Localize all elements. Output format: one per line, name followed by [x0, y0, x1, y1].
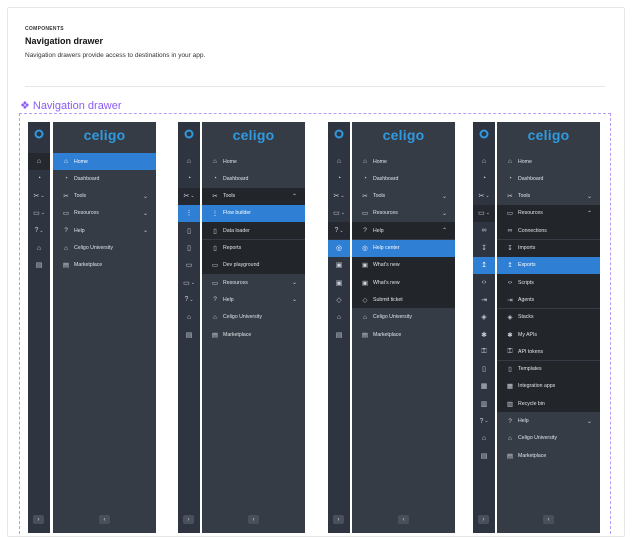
rail-item[interactable] — [473, 378, 495, 395]
drawer-item-label: Scripts — [518, 279, 534, 286]
chevron-down-icon[interactable]: ⌄ — [291, 280, 297, 287]
flow-builder-icon: ⋮ — [185, 210, 193, 218]
rail-item[interactable] — [473, 413, 495, 430]
chevron-right-icon: › — [482, 516, 485, 523]
drawer-item-label: Recycle bin — [518, 400, 545, 407]
navigation-drawer — [497, 122, 600, 533]
rail-item[interactable] — [328, 170, 350, 187]
drawer-item[interactable] — [202, 291, 305, 308]
drawer-item[interactable] — [352, 240, 455, 257]
drawer-item-label: Dev playground — [223, 262, 260, 269]
drawer-item-label: Home — [223, 158, 237, 165]
rail-item[interactable] — [473, 326, 495, 343]
agents-icon: ⇥ — [481, 296, 487, 304]
drawer-item-label: API tokens — [518, 348, 544, 355]
nav-rail — [28, 122, 50, 533]
drawer-item[interactable] — [352, 205, 455, 222]
drawer-item[interactable] — [352, 170, 455, 187]
help-icon: ? — [334, 227, 339, 235]
chevron-down-icon[interactable]: ⌄ — [142, 193, 148, 200]
rail-item[interactable] — [473, 153, 495, 170]
home-icon: ⌂ — [363, 158, 367, 165]
rail-item[interactable] — [178, 153, 200, 170]
rail-item[interactable] — [473, 170, 495, 187]
drawer-item-label: Templates — [518, 366, 542, 373]
drawer-item-label: Resources — [518, 210, 543, 217]
drawer-item-label: Marketplace — [223, 331, 252, 338]
rail-item[interactable] — [473, 430, 495, 447]
dev-playground-icon: ▭ — [211, 262, 219, 270]
chevron-down-icon[interactable]: ⌄ — [441, 193, 447, 200]
drawer-item[interactable] — [497, 240, 600, 257]
university-icon: ⌂ — [64, 244, 68, 252]
dashboard-icon: ◔ — [64, 175, 68, 183]
templates-icon: ▯ — [508, 366, 512, 374]
drawer-item[interactable] — [497, 309, 600, 326]
chevron-left-icon: ‹ — [252, 516, 255, 523]
rail-item[interactable] — [473, 343, 495, 360]
university-icon: ⌂ — [213, 313, 217, 321]
drawer-item-label: Help — [74, 227, 85, 234]
rail-item[interactable] — [473, 361, 495, 378]
whats-new-icon: ▣ — [361, 279, 369, 287]
submit-ticket-icon: ◇ — [336, 296, 342, 304]
chevron-down-icon: ⌄ — [340, 193, 345, 200]
reports-icon: ▯ — [187, 245, 191, 252]
dashboard-icon: ◔ — [363, 175, 367, 183]
whats-new-icon: ▣ — [361, 262, 369, 270]
drawer-item[interactable] — [497, 326, 600, 343]
tools-icon: ✂ — [63, 193, 69, 201]
rail-item[interactable] — [178, 240, 200, 257]
recycle-bin-icon: ▥ — [506, 400, 514, 408]
drawer-item[interactable] — [497, 153, 600, 170]
brand-logo[interactable]: celigo — [527, 127, 570, 143]
chevron-left-icon: ‹ — [402, 516, 405, 523]
drawer-item-label: Data loader — [223, 227, 250, 234]
component-diamond-icon: ❖ — [20, 100, 30, 112]
university-icon: ⌂ — [186, 313, 192, 321]
drawer-item-label: Home — [518, 158, 532, 165]
home-icon: ⌂ — [186, 158, 192, 165]
drawer-item[interactable] — [352, 153, 455, 170]
drawer-item[interactable] — [202, 240, 305, 257]
expand-rail-button[interactable] — [33, 515, 44, 524]
home-icon: ⌂ — [36, 158, 42, 165]
navigation-drawer — [53, 122, 156, 533]
drawer-item-label: Tools — [373, 193, 386, 200]
drawer-item[interactable] — [497, 361, 600, 378]
drawer-item[interactable] — [497, 257, 600, 274]
collapse-drawer-button[interactable] — [398, 515, 409, 524]
my-apis-icon: ✱ — [507, 331, 513, 339]
help-center-icon: ◎ — [362, 245, 368, 252]
drawer-item[interactable] — [202, 170, 305, 187]
tools-icon: ✂ — [183, 193, 190, 201]
chevron-down-icon: ⌄ — [40, 210, 45, 217]
rail-item[interactable] — [328, 153, 350, 170]
drawer-item[interactable] — [352, 309, 455, 326]
imports-icon: ↧ — [507, 245, 513, 252]
drawer-item-label: Home — [373, 158, 387, 165]
university-icon: ⌂ — [336, 313, 342, 321]
drawer-item-label: Reports — [223, 245, 242, 251]
collapse-drawer-button[interactable] — [543, 515, 554, 524]
help-icon: ? — [479, 417, 484, 425]
drawer-item[interactable] — [352, 274, 455, 291]
stacks-icon: ◈ — [507, 314, 513, 322]
marketplace-icon: ▤ — [361, 331, 369, 339]
rail-item[interactable] — [328, 205, 350, 222]
rail-item[interactable] — [473, 291, 495, 308]
collapse-drawer-button[interactable] — [248, 515, 259, 524]
drawer-item[interactable] — [497, 205, 600, 222]
stacks-icon: ◈ — [481, 314, 487, 322]
resources-icon: ▭ — [361, 210, 369, 218]
expand-rail-button[interactable] — [183, 515, 194, 524]
help-icon: ? — [213, 296, 217, 304]
drawer-item[interactable] — [497, 188, 600, 205]
drawer-item[interactable] — [497, 395, 600, 412]
dashboard-icon: ◔ — [336, 175, 342, 183]
dev-playground-icon: ▭ — [185, 262, 193, 270]
drawer-item[interactable] — [352, 222, 455, 239]
api-tokens-icon: ⚿ — [507, 347, 513, 355]
help-center-icon: ◎ — [335, 245, 343, 252]
rail-item[interactable] — [178, 309, 200, 326]
drawer-item[interactable] — [202, 309, 305, 326]
drawer-item-label: What's new — [373, 262, 400, 269]
rail-item[interactable] — [178, 222, 200, 239]
scripts-icon: ‹› — [481, 279, 487, 287]
tools-icon: ✂ — [212, 193, 218, 201]
tools-icon: ✂ — [478, 193, 485, 201]
navigation-drawer — [202, 122, 305, 533]
drawer-item-label: Celigo University — [518, 435, 557, 442]
connections-icon: ∞ — [481, 227, 487, 235]
resources-icon: ▭ — [62, 210, 70, 218]
drawer-item[interactable] — [202, 222, 305, 239]
exports-icon: ↥ — [481, 262, 487, 270]
drawer-item[interactable] — [497, 222, 600, 239]
rail-item[interactable] — [328, 257, 350, 274]
drawer-item-label: Stacks — [518, 314, 534, 321]
expand-rail-button[interactable] — [333, 515, 344, 524]
resources-icon: ▭ — [33, 210, 40, 218]
home-icon: ⌂ — [481, 158, 487, 165]
marketplace-icon: ▤ — [185, 331, 193, 339]
drawer-item-label: Submit ticket — [373, 296, 403, 303]
chevron-down-icon[interactable]: ⌄ — [586, 418, 592, 425]
whats-new-icon: ▣ — [335, 279, 343, 287]
nav-rail — [473, 122, 495, 533]
rail-item[interactable] — [178, 188, 200, 205]
integration-apps-icon: ▦ — [480, 383, 488, 391]
drawer-item[interactable] — [497, 447, 600, 464]
chevron-down-icon: ⌄ — [485, 193, 490, 200]
rail-item[interactable] — [178, 291, 200, 308]
drawer-item-label: Resources — [223, 279, 248, 286]
data-loader-icon: ▯ — [187, 227, 191, 235]
dashboard-icon: ◔ — [186, 175, 192, 183]
overline: COMPONENTS — [25, 26, 64, 32]
rail-item[interactable] — [473, 188, 495, 205]
marketplace-icon: ▤ — [211, 331, 219, 339]
resources-icon: ▭ — [183, 279, 190, 287]
drawer-item-label: Help center — [373, 245, 400, 251]
chevron-down-icon[interactable]: ⌄ — [441, 210, 447, 217]
drawer-item-label: Connections — [518, 227, 547, 234]
agents-icon: ⇥ — [507, 296, 513, 304]
drawer-item[interactable] — [202, 326, 305, 343]
recycle-bin-icon: ▥ — [480, 400, 488, 408]
data-loader-icon: ▯ — [213, 227, 217, 235]
drawer-item[interactable] — [497, 170, 600, 187]
drawer-item[interactable] — [53, 240, 156, 257]
chevron-down-icon: ⌄ — [189, 296, 194, 303]
resources-icon: ▭ — [211, 279, 219, 287]
home-icon: ⌂ — [336, 158, 342, 165]
rail-item[interactable] — [473, 274, 495, 291]
brand-logo[interactable]: celigo — [232, 127, 275, 143]
nav-rail — [178, 122, 200, 533]
drawer-item-label: What's new — [373, 279, 400, 286]
drawer-item[interactable] — [202, 205, 305, 222]
rail-item[interactable] — [178, 257, 200, 274]
chevron-left-icon: ‹ — [547, 516, 550, 523]
rail-item[interactable] — [473, 447, 495, 464]
chevron-up-icon[interactable]: ⌃ — [441, 228, 447, 235]
chevron-down-icon: ⌄ — [190, 193, 195, 200]
tools-icon: ✂ — [33, 193, 40, 201]
drawer-item-label: Celigo University — [74, 245, 113, 251]
rail-item[interactable] — [328, 188, 350, 205]
drawer-item[interactable] — [352, 291, 455, 308]
chevron-left-icon: ‹ — [103, 516, 106, 523]
chevron-down-icon: ⌄ — [485, 210, 490, 217]
tools-icon: ✂ — [362, 193, 368, 201]
rail-item[interactable] — [473, 257, 495, 274]
drawer-item[interactable] — [202, 188, 305, 205]
chevron-down-icon: ⌄ — [40, 193, 45, 200]
drawer-item-label: Marketplace — [518, 452, 547, 459]
drawer-item[interactable] — [53, 205, 156, 222]
marketplace-icon: ▤ — [506, 452, 514, 460]
drawer-item-label: Imports — [518, 245, 536, 251]
rail-item[interactable] — [28, 170, 50, 187]
drawer-item[interactable] — [352, 257, 455, 274]
drawer-item-label: Marketplace — [74, 262, 103, 269]
resources-icon: ▭ — [506, 210, 514, 218]
navigation-drawer — [352, 122, 455, 533]
drawer-item-label: Flow builder — [223, 210, 251, 217]
chevron-down-icon: ⌄ — [190, 279, 195, 286]
drawer-item-label: My APIs — [518, 331, 538, 338]
submit-ticket-icon: ◇ — [362, 296, 368, 304]
section-heading — [20, 99, 122, 112]
chevron-down-icon[interactable]: ⌄ — [142, 210, 148, 217]
whats-new-icon: ▣ — [335, 262, 343, 270]
api-tokens-icon: ⚿ — [481, 347, 487, 355]
rail-item[interactable] — [328, 222, 350, 239]
dashboard-icon: ◔ — [213, 175, 217, 183]
drawer-item[interactable] — [497, 378, 600, 395]
brand-logo[interactable]: celigo — [382, 127, 425, 143]
rail-item[interactable] — [328, 309, 350, 326]
rail-item[interactable] — [28, 205, 50, 222]
chevron-down-icon[interactable]: ⌄ — [142, 228, 148, 235]
drawer-item[interactable] — [53, 153, 156, 170]
resources-icon: ▭ — [333, 210, 340, 218]
my-apis-icon: ✱ — [481, 331, 487, 339]
chevron-right-icon: › — [187, 516, 190, 523]
imports-icon: ↧ — [481, 245, 487, 252]
university-icon: ⌂ — [508, 434, 512, 442]
rail-item[interactable] — [28, 240, 50, 257]
drawer-item-label: Exports — [518, 262, 536, 269]
chevron-down-icon[interactable]: ⌄ — [586, 193, 592, 200]
marketplace-icon: ▤ — [35, 262, 43, 270]
drawer-item-label: Resources — [74, 210, 99, 217]
rail-item[interactable] — [473, 309, 495, 326]
dashboard-icon: ◔ — [36, 175, 42, 183]
flow-builder-icon: ⋮ — [211, 210, 219, 218]
help-icon: ? — [363, 227, 367, 235]
celigo-logo-icon[interactable] — [479, 129, 489, 139]
chevron-right-icon: › — [337, 516, 340, 523]
university-icon: ⌂ — [481, 434, 487, 442]
dashboard-icon: ◔ — [481, 175, 487, 183]
drawer-item-label: Help — [518, 418, 529, 424]
help-icon: ? — [184, 296, 189, 304]
home-icon: ⌂ — [508, 158, 512, 165]
celigo-logo-icon[interactable] — [184, 129, 194, 139]
drawer-item[interactable] — [352, 326, 455, 343]
rail-item[interactable] — [28, 153, 50, 170]
university-icon: ⌂ — [363, 313, 367, 321]
chevron-up-icon[interactable]: ⌃ — [291, 193, 297, 200]
tools-icon: ✂ — [507, 193, 513, 201]
drawer-item[interactable] — [53, 222, 156, 239]
drawer-item-label: Help — [223, 296, 234, 303]
divider — [25, 86, 605, 87]
expand-rail-button[interactable] — [478, 515, 489, 524]
rail-item[interactable] — [328, 291, 350, 308]
scripts-icon: ‹› — [507, 279, 513, 287]
rail-item[interactable] — [28, 222, 50, 239]
rail-item[interactable] — [178, 326, 200, 343]
celigo-logo-icon[interactable] — [34, 129, 44, 139]
drawer-item-label: Resources — [373, 210, 398, 217]
connections-icon: ∞ — [507, 227, 513, 235]
drawer-item[interactable] — [497, 291, 600, 308]
home-icon: ⌂ — [64, 158, 68, 165]
section-title: Navigation drawer — [32, 99, 122, 112]
rail-item[interactable] — [178, 170, 200, 187]
celigo-logo-icon[interactable] — [334, 129, 344, 139]
rail-item[interactable] — [473, 240, 495, 257]
integration-apps-icon: ▦ — [506, 383, 514, 391]
drawer-item[interactable] — [53, 170, 156, 187]
resources-icon: ▭ — [478, 210, 485, 218]
rail-item[interactable] — [328, 326, 350, 343]
help-icon: ? — [64, 227, 68, 235]
rail-item[interactable] — [28, 257, 50, 274]
help-icon: ? — [508, 417, 512, 425]
university-icon: ⌂ — [36, 244, 42, 252]
drawer-item-label: Dashboard — [518, 175, 544, 182]
drawer-item-label: Dashboard — [373, 175, 399, 182]
rail-item[interactable] — [328, 274, 350, 291]
rail-item[interactable] — [473, 222, 495, 239]
home-icon: ⌂ — [213, 158, 217, 165]
drawer-item[interactable] — [497, 274, 600, 291]
drawer-item-label: Dashboard — [74, 175, 100, 182]
marketplace-icon: ▤ — [480, 452, 488, 460]
drawer-item-label: Home — [74, 158, 88, 165]
drawer-item-label: Celigo University — [373, 314, 412, 321]
marketplace-icon: ▤ — [335, 331, 343, 339]
tools-icon: ✂ — [333, 193, 340, 201]
drawer-item[interactable] — [53, 188, 156, 205]
drawer-item[interactable] — [352, 188, 455, 205]
reports-icon: ▯ — [213, 245, 217, 252]
drawer-item[interactable] — [202, 274, 305, 291]
page-title: Navigation drawer — [25, 36, 104, 46]
drawer-item[interactable] — [202, 257, 305, 274]
collapse-drawer-button[interactable] — [99, 515, 110, 524]
nav-rail — [328, 122, 350, 533]
marketplace-icon: ▤ — [62, 262, 70, 270]
chevron-down-icon: ⌄ — [484, 418, 489, 424]
drawer-item[interactable] — [202, 153, 305, 170]
rail-item[interactable] — [473, 395, 495, 412]
chevron-down-icon: ⌄ — [39, 227, 44, 234]
rail-item[interactable] — [328, 240, 350, 257]
drawer-item-label: Marketplace — [373, 331, 402, 338]
rail-item[interactable] — [178, 205, 200, 222]
help-icon: ? — [34, 227, 39, 235]
chevron-down-icon[interactable]: ⌄ — [291, 297, 297, 304]
rail-item[interactable] — [28, 188, 50, 205]
drawer-item-label: Integration apps — [518, 383, 556, 390]
drawer-item-label: Help — [373, 227, 384, 234]
rail-item[interactable] — [178, 274, 200, 291]
exports-icon: ↥ — [507, 262, 513, 270]
brand-logo[interactable]: celigo — [83, 127, 126, 143]
drawer-item[interactable] — [53, 257, 156, 274]
dashboard-icon: ◔ — [508, 175, 512, 183]
templates-icon: ▯ — [482, 366, 486, 374]
drawer-item[interactable] — [497, 343, 600, 360]
drawer-item-label: Celigo University — [223, 314, 262, 321]
chevron-up-icon[interactable]: ⌃ — [586, 210, 592, 217]
drawer-item[interactable] — [497, 413, 600, 430]
drawer-item-label: Dashboard — [223, 175, 249, 182]
page-subtitle: Navigation drawers provide access to destinations in your app. — [25, 52, 206, 59]
drawer-item-label: Agents — [518, 296, 535, 303]
drawer-item[interactable] — [497, 430, 600, 447]
chevron-down-icon: ⌄ — [339, 227, 344, 234]
drawer-item-label: Tools — [518, 193, 531, 200]
chevron-right-icon: › — [37, 516, 40, 523]
drawer-item-label: Tools — [223, 193, 236, 200]
rail-item[interactable] — [473, 205, 495, 222]
drawer-item-label: Tools — [74, 193, 87, 200]
chevron-down-icon: ⌄ — [340, 210, 345, 217]
